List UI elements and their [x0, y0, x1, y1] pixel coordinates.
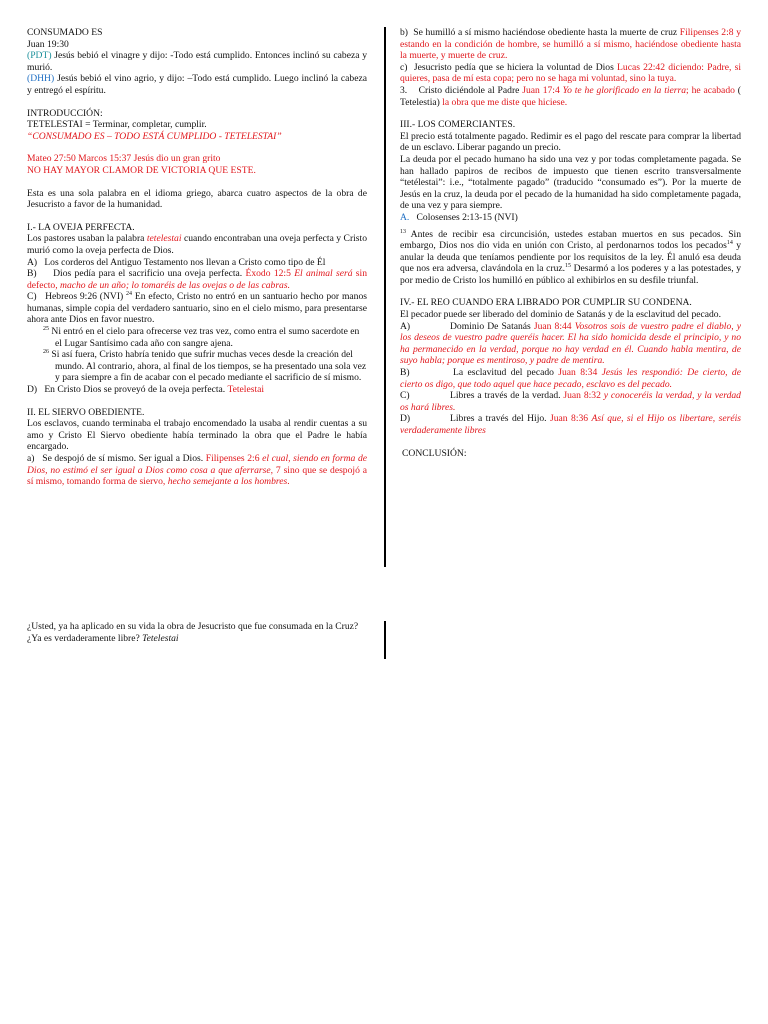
intro-paragraph: Esta es una sola palabra en el idioma griego, abarca cuatro aspectos de la obra de Jesucristo a favor de la humanidad.: [27, 187, 367, 211]
s1-b-label: B) Dios pedía para el sacrificio una oveja perfecta.: [27, 268, 246, 280]
s2-a-plain: 7 sino que se despojó a sí mismo, tomando forma de siervo,: [27, 464, 367, 488]
tetelestai-definition: TETELESTAI = Terminar, completar, cumplir.: [27, 119, 207, 131]
s4-point-d: [400, 413, 741, 436]
s1-p1-b: cuando encontraban una oveja perfecta y Cristo murió como la oveja perfecta de Dios.: [27, 233, 367, 256]
s4-c-label: C): [400, 390, 410, 402]
s3-v13: Antes de recibir esa circuncisión, ustedes estaban muertos en sus pecados. Sin embargo, Dios nos dio vida en unión con Cristo, al perdonarnos todos los pecados: [400, 228, 741, 252]
s2-a-it1: el cual, siendo en forma de Dios, no estimó el ser igual a Dios como cosa a que aferrarse,: [27, 453, 367, 476]
s4-d-ref: Juan 8:36: [550, 413, 592, 425]
s2-point-a: [27, 453, 367, 488]
conclusion-heading: CONCLUSIÓN:: [402, 447, 467, 459]
s1-b-it2: , macho de un año; lo tomaréis de las ovejas o de las cabras.: [55, 279, 290, 291]
s1-d-red: Tetelestai: [227, 384, 265, 396]
dhh-verse: [27, 73, 367, 96]
s4-d-text: Libres a través del Hijo.: [450, 413, 551, 425]
consumado-quote: “CONSUMADO ES – TODO ESTÁ CUMPLIDO - TETELESTAI”: [27, 130, 282, 142]
section-3-paragraph-2: La deuda por el pecado humano ha sido una vez y por todas completamente pagada. Se han hallado papiros de recibos de impuesto que tienen escrito transversalmente “tetélestai”: i.e., “totalmente pagado” (traducido “consumado es”). Por la muerte de Jesús en la cruz, la deuda por el pecado de la humanidad ha sido completamente pagada, de una vez y para siempre.: [400, 153, 741, 212]
s4-d-it: Así que, si el Hijo os libertare, seréis verdaderamente libres: [400, 413, 741, 436]
intro-heading: INTRODUCCIÓN:: [27, 107, 103, 119]
s1-b-plain: sin defecto: [27, 268, 367, 291]
s4-b-ref: Juan 8:34: [558, 367, 602, 379]
s2-3-plain: ( Tetelestia): [400, 84, 741, 108]
pdt-tag: (PDT): [27, 50, 52, 62]
s4-a-text: Dominio De Satanás: [450, 320, 534, 332]
s4-point-c: [400, 390, 741, 413]
s1-v26-text: Si así fuera, Cristo habría tenido que sufrir muchas veces desde la creación del mundo. Al contrario, ahora, al final de los tiempos, se ha presentado una sola vez y para siempre a fin de acabar con el pecado mediante el sacrificio de sí mismo.: [49, 349, 367, 384]
s1-c-b: En efecto, Cristo no entró en un santuario hecho por manos humanas, simple copia del verdadero santuario, sino en el cielo mismo, para presentarse ahora ante Dios en favor nuestro.: [27, 291, 367, 326]
verse-number-24: 24: [126, 291, 133, 298]
s4-c-text: Libres a través de la verdad.: [450, 390, 564, 402]
column-divider-bottom: [384, 621, 386, 659]
s4-a-it: Vosotros sois de vuestro padre el diablo, y los deseos de vuestro padre queréis hacer. El ha sido homicida desde el principio, y no ha permanecido en la verdad, porque no hay verdad en él. Cuando habla mentira, de suyo habla; porque es mentiroso, y padre de mentira.: [400, 320, 741, 367]
s1-v25-text: Ni entró en el cielo para ofrecerse vez tras vez, como entra el sumo sacerdote en el Lugar Santísimo cada año con sangre ajena.: [49, 326, 360, 349]
closing-question: [27, 621, 367, 644]
s1-b-ref: Éxodo 12:5: [245, 268, 295, 280]
s4-b-text: La esclavitud del pecado: [453, 367, 559, 379]
s1-d-a: D) En Cristo Dios se proveyó de la oveja perfecta.: [27, 384, 228, 396]
verse-number-13: 13: [400, 228, 406, 235]
s1-point-d: [27, 384, 367, 396]
s1-point-c: [27, 291, 367, 326]
question-word: Tetelestai: [142, 632, 179, 644]
pdt-verse: [27, 50, 367, 73]
section-2-paragraph: Los esclavos, cuando terminaba el trabajo encomendado la usaba al rendir cuentas a su amo y Cristo El Siervo obediente había terminado la obra que el Padre le había encargado.: [27, 418, 367, 453]
section-3-heading: III.- LOS COMERCIANTES.: [400, 119, 516, 131]
s2-3-red2: ; he acabado: [686, 84, 735, 96]
s4-point-b: [400, 367, 741, 390]
section-2-heading: II. EL SIERVO OBEDIENTE.: [27, 406, 145, 418]
s1-c-a: C) Hebreos 9:26 (NVI): [27, 291, 127, 303]
s1-point-a: A) Los corderos del Antiguo Testamento nos llevan a Cristo como tipo de Él: [27, 256, 326, 268]
section-4-paragraph: El pecador puede ser liberado del dominio de Satanás y de la esclavitud del pecado.: [400, 309, 722, 321]
s2-point-c: [400, 62, 741, 85]
right-column: [400, 27, 741, 459]
s1-verse-25: [27, 326, 367, 349]
s3-v14: y anular la deuda que teníamos pendiente por los requisitos de la ley. Él anuló esa deuda que nos era adversa, clavándola en la cruz.: [400, 240, 741, 275]
s2-c-red: Lucas 22:42 diciendo: Padre, si quieres, pasa de mí esta copa; pero no se haga mi voluntad, sino la tuya.: [400, 61, 741, 85]
s4-d-label: D): [400, 413, 411, 425]
document-title: CONSUMADO ES: [27, 27, 103, 38]
pdt-text: Jesús bebió el vinagre y dijo: -Todo está cumplido. Entonces inclinó su cabeza y murió.: [27, 50, 367, 73]
s1-verse-26: [27, 349, 367, 384]
mateo-reference: Mateo 27:50 Marcos 15:37 Jesús dio un gran grito: [27, 153, 221, 165]
victory-statement: NO HAY MAYOR CLAMOR DE VICTORIA QUE ESTE.: [27, 164, 256, 176]
s2-a-it2: hecho semejante a los hombres: [167, 476, 288, 488]
s3-v15: Desarmó a los poderes y a las potestades, y por medio de Cristo los humilló en público al exhibirlos en su desfile triunfal.: [400, 263, 741, 286]
s2-point-3: [400, 85, 741, 108]
section-1-paragraph: [27, 233, 367, 256]
left-column: [27, 27, 367, 488]
s2-a-ref: Filipenses 2:6: [205, 453, 263, 464]
s2-3-ref: Juan 17:4: [522, 84, 563, 96]
s2-3-it: Yo te he glorificado en la tierra: [562, 84, 687, 96]
s3-verses: [400, 229, 741, 287]
verse-number-14: 14: [726, 239, 733, 246]
s2-b-red: Filipenses 2:8 y estando en la condición de hombre, se humilló a sí mismo, haciéndose obediente hasta la muerte, y muerte de cruz.: [400, 27, 741, 62]
s4-point-a: [400, 321, 741, 367]
column-divider-top: [384, 27, 386, 567]
s1-b-it1: El animal será: [294, 268, 356, 280]
s2-c-a: c) Jesucristo pedía que se hiciera la voluntad de Dios: [400, 61, 618, 73]
s1-p1-word: tetelestai: [146, 233, 182, 245]
s4-b-label: B): [400, 367, 410, 379]
s2-b-a: b) Se humilló a sí mismo haciéndose obediente hasta la muerte de cruz: [400, 27, 680, 38]
dhh-tag: (DHH): [27, 73, 55, 85]
s4-b-it: Jesús les respondió: De cierto, de cierto os digo, que todo aquel que hace pecado, esclavo es del pecado.: [400, 367, 741, 390]
s4-a-label: A): [400, 320, 411, 332]
s2-a-end: .: [287, 476, 290, 488]
section-1-heading: I.- LA OVEJA PERFECTA.: [27, 221, 135, 233]
s1-p1-a: Los pastores usaban la palabra: [27, 233, 147, 245]
dhh-text: Jesús bebió el vino agrio, y dijo: –Todo está cumplido. Luego inclinó la cabeza y entregó el espíritu.: [27, 73, 367, 96]
verse-number-26: 26: [43, 349, 49, 356]
s3-point-a: [400, 212, 741, 224]
s2-point-b: [400, 27, 741, 62]
s2-3-red3: la obra que me diste que hiciese.: [442, 96, 568, 108]
section-3-paragraph-1: El precio está totalmente pagado. Redimir es el pago del rescate para comprar la libertad de un esclavo. Liberar pagando un precio.: [400, 130, 741, 154]
verse-number-25: 25: [43, 325, 49, 332]
s3-a-text: Colosenses 2:13-15 (NVI): [409, 211, 518, 223]
question-text: [27, 621, 367, 644]
s2-a-a: a) Se despojó de sí mismo. Ser igual a Dios.: [27, 453, 206, 464]
s4-c-it: y conoceréis la verdad, y la verdad os hará libres.: [400, 390, 741, 413]
s1-point-b: [27, 268, 367, 291]
s2-3-a: 3. Cristo diciéndole al Padre: [400, 84, 523, 96]
main-reference: Juan 19:30: [27, 38, 69, 50]
section-4-heading: IV.- EL REO CUANDO ERA LIBRADO POR CUMPLIR SU CONDENA.: [400, 297, 692, 309]
s3-a-label: A.: [400, 211, 410, 223]
s4-c-ref: Juan 8:32: [563, 390, 604, 402]
s4-a-ref: Juan 8:44: [533, 320, 575, 332]
question-body: ¿Usted, ya ha aplicado en su vida la obra de Jesucristo que fue consumada en la Cruz? ¿Ya es verdaderamente libre?: [27, 621, 359, 644]
verse-number-15: 15: [565, 263, 572, 270]
